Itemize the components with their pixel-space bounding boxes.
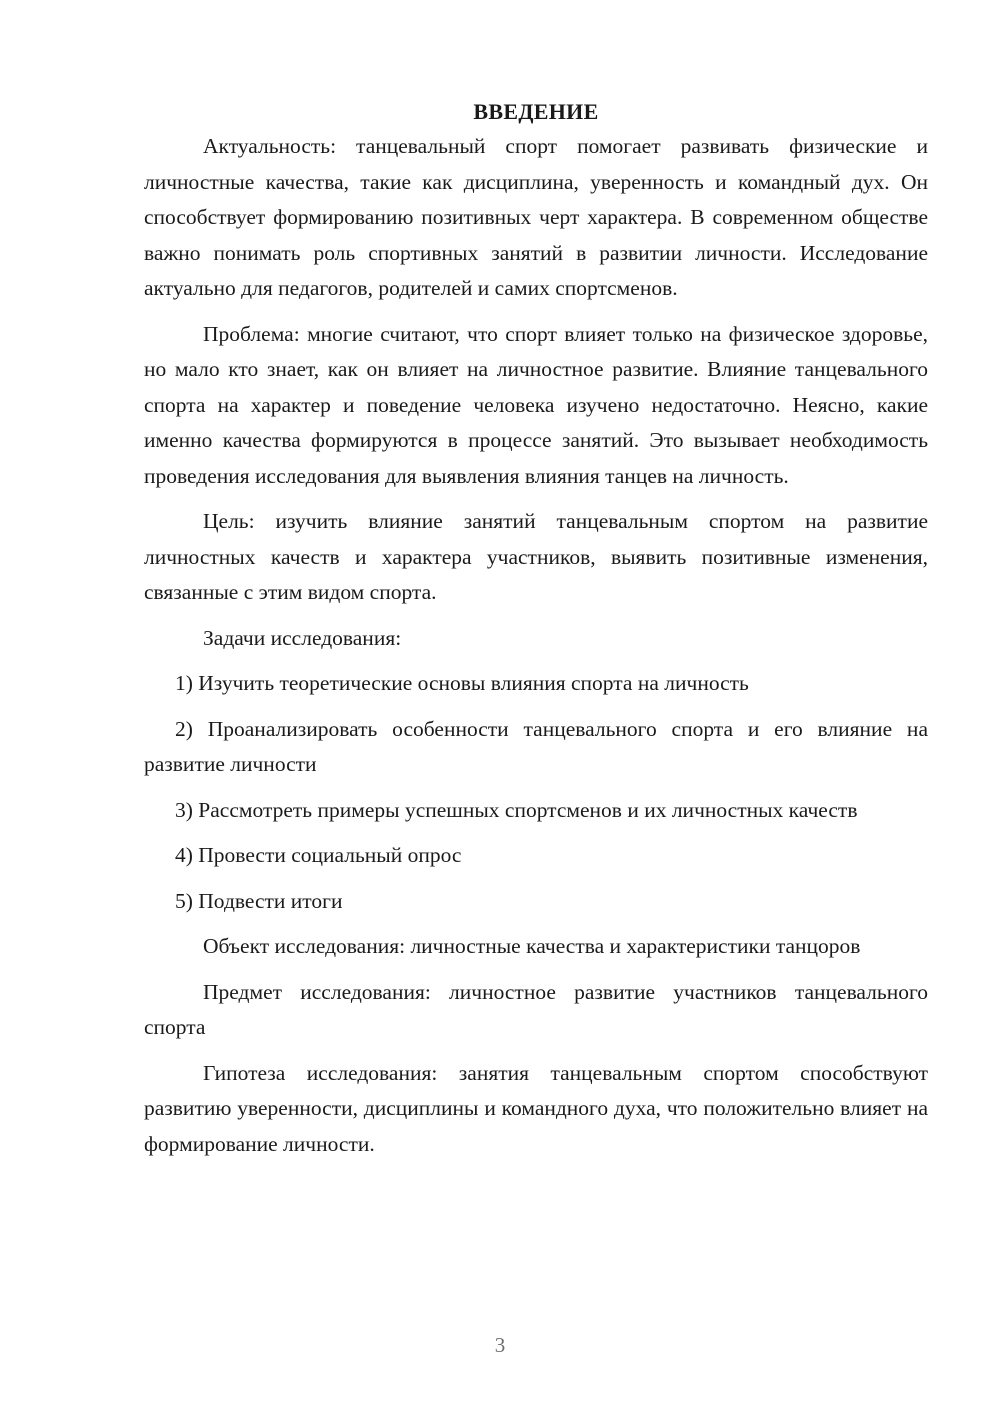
task-item: 5) Подвести итоги: [175, 888, 343, 913]
section-title: ВВЕДЕНИЕ: [473, 99, 599, 124]
page-content: [144, 94, 928, 1172]
task-item: 1) Изучить теоретические основы влияния спорта на личность: [175, 671, 749, 695]
subject-paragraph: Предмет исследования: личностное развитие участников танцевального спорта: [144, 979, 928, 1039]
tasks-heading: Задачи исследования:: [203, 625, 402, 650]
task-item: 3) Рассмотреть примеры успешных спортсменов и их личностных качеств: [175, 797, 858, 822]
task-item: 4) Провести социальный опрос: [175, 843, 462, 867]
relevance-paragraph: Актуальность: танцевальный спорт помогает развивать физические и личностные качества, такие как дисциплина, уверенность и командный дух. Он способствует формированию позитивных черт характера. В современном обществе важно понимать роль спортивных занятий в развитии личности. Исследование актуально для педагогов, родителей и самих спортсменов.: [144, 134, 928, 300]
task-item: 2) Проанализировать особенности танцевального спорта и его влияние на развитие личности: [144, 716, 928, 776]
hypothesis-paragraph: Гипотеза исследования: занятия танцевальным спортом способствуют развитию уверенности, дисциплины и командного духа, что положительно влияет на формирование личности.: [144, 1060, 928, 1156]
goal-paragraph: Цель: изучить влияние занятий танцевальным спортом на развитие личностных качеств и характера участников, выявить позитивные изменения, связанные с этим видом спорта.: [144, 509, 928, 604]
page-number: 3: [494, 1333, 506, 1357]
object-paragraph: Объект исследования: личностные качества и характеристики танцоров: [203, 934, 861, 958]
problem-paragraph: Проблема: многие считают, что спорт влияет только на физическое здоровье, но мало кто знает, как он влияет на личностное развитие. Влияние танцевального спорта на характер и поведение человека изучено недостаточно. Неясно, какие именно качества формируются в процессе занятий. Это вызывает необходимость проведения исследования для выявления влияния танцев на личность.: [144, 321, 928, 488]
